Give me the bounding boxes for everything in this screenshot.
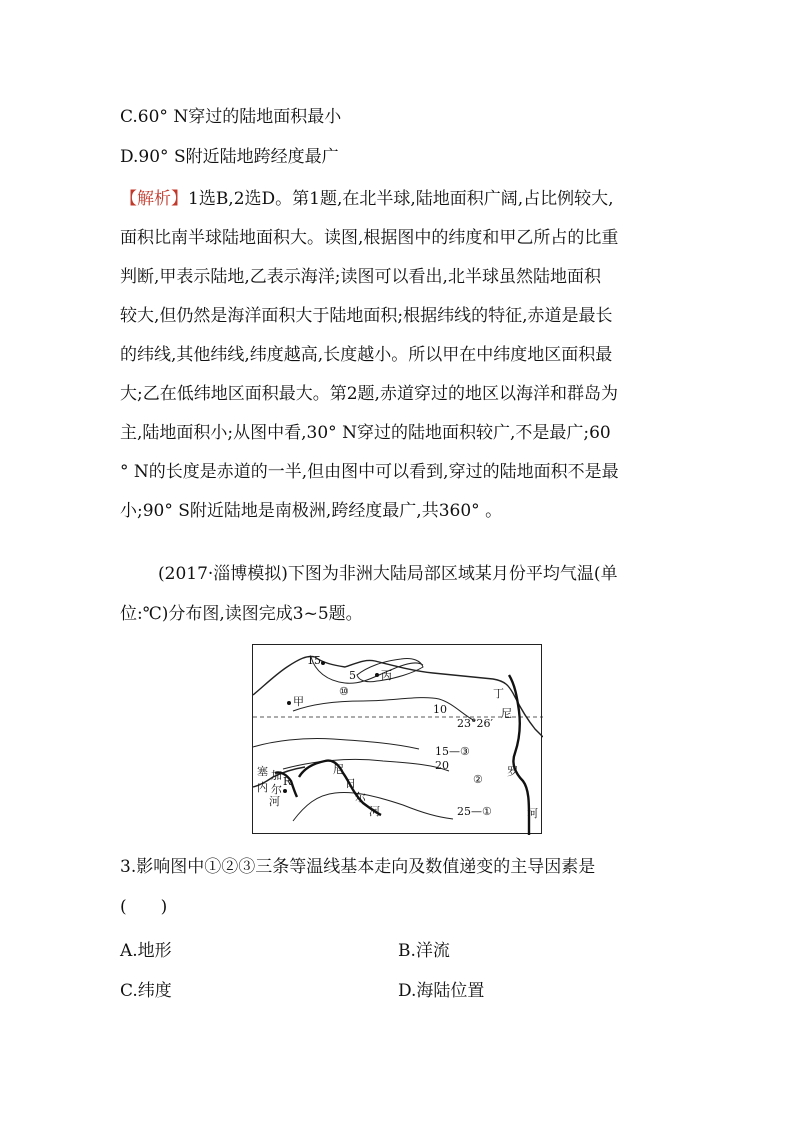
label-jia2: 加 (271, 769, 282, 782)
map-drawing (253, 645, 543, 835)
label-25: 25—① (457, 805, 492, 818)
label-he-mid: 河 (369, 805, 380, 818)
question-3-paren: ( ) (120, 897, 168, 917)
option-d: D.海陆位置 (398, 981, 485, 1001)
label-5: 5 (349, 669, 356, 682)
analysis-tag: 【解析】 (120, 189, 188, 209)
analysis-line-6: 大;乙在低纬地区面积最大。第2题,赤道穿过的地区以海洋和群岛为 (120, 384, 618, 404)
coastline (253, 656, 543, 787)
point-bing (375, 673, 379, 677)
analysis-line-1 (120, 188, 614, 210)
label-luo: 罗 (507, 765, 518, 778)
analysis-line-3: 判断,甲表示陆地,乙表示海洋;读图可以看出,北半球虽然陆地面积 (120, 267, 601, 287)
label-jia: 甲 (293, 695, 304, 708)
label-ni-right: 尼 (501, 707, 512, 720)
label-15-isotherm: 15—③ (435, 745, 470, 758)
label-er-mid: 尔 (355, 791, 366, 804)
label-circle-2: ② (473, 773, 483, 786)
nile-river (509, 675, 529, 835)
option-c-previous: C.60° N穿过的陆地面积最小 (120, 107, 342, 127)
label-sai: 塞 (257, 765, 268, 778)
option-d-previous: D.90° S附近陆地跨经度最广 (120, 147, 339, 167)
point-top-left (321, 661, 325, 665)
intro-line-2: 位:℃)分布图,读图完成3~5题。 (120, 604, 363, 624)
option-a: A.地形 (120, 941, 172, 961)
analysis-line-4: 较大,但仍然是海洋面积大于陆地面积;根据纬线的特征,赤道是最长 (120, 306, 613, 326)
label-ri: 日 (345, 777, 356, 790)
label-tropic: 23°26′ (457, 717, 493, 730)
point-R (283, 789, 287, 793)
analysis-line-7: 主,陆地面积小;从图中看,30° N穿过的陆地面积较广,不是最广;60 (120, 423, 611, 443)
label-er: 尔 (271, 783, 282, 796)
option-b: B.洋流 (398, 941, 450, 961)
label-nei: 内 (257, 781, 268, 794)
label-bing: 丙 (381, 669, 392, 682)
label-ding: 丁 (493, 687, 504, 700)
isotherm-10 (293, 698, 475, 721)
option-c: C.纬度 (120, 981, 172, 1001)
label-ni-mid: 尼 (333, 763, 344, 776)
isotherm-20 (283, 759, 449, 771)
label-he-left: 河 (269, 795, 280, 808)
isotherm-15 (253, 738, 419, 749)
label-R: R (283, 775, 292, 788)
analysis-text-1: 1选B,2选D。第1题,在北半球,陆地面积广阔,占比例较大, (188, 189, 614, 209)
question-3-stem: 3.影响图中①②③三条等温线基本走向及数值递变的主导因素是 (120, 857, 596, 877)
analysis-line-5: 的纬线,其他纬线,纬度越高,长度越小。所以甲在中纬度地区面积最 (120, 345, 613, 365)
analysis-line-9: 小;90° S附近陆地是南极洲,跨经度最广,共360° 。 (120, 501, 503, 521)
analysis-line-2: 面积比南半球陆地面积大。读图,根据图中的纬度和甲乙所占的比重 (120, 228, 619, 248)
intro-line-1: (2017·淄博模拟)下图为非洲大陆局部区域某月份平均气温(单 (158, 564, 618, 584)
label-15-top: 15 (307, 654, 321, 667)
africa-isotherm-map (252, 644, 542, 834)
label-circle-10: ⑩ (339, 685, 349, 698)
analysis-line-8: ° N的长度是赤道的一半,但由图中可以看到,穿过的陆地面积不是最 (120, 462, 619, 482)
label-20: 20 (435, 759, 449, 772)
label-10: 10 (433, 703, 447, 716)
label-he-right: 河 (527, 807, 538, 820)
point-jia (287, 701, 291, 705)
